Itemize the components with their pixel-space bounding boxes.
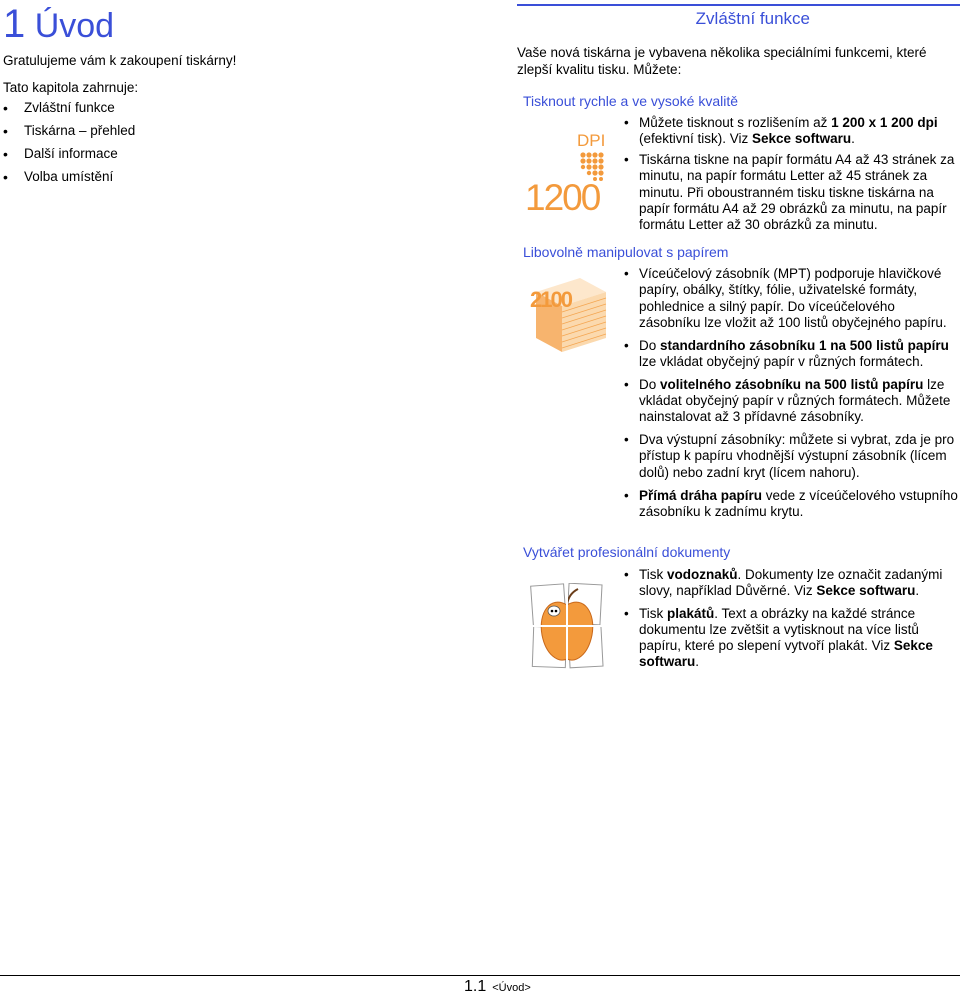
section-intro: Vaše nová tiskárna je vybavena několika speciálními funkcemi, které zlepší kvalitu tisku. Můžete: [517,45,927,77]
poster-apple-illustration [530,583,605,669]
page-footer [464,977,531,998]
subsection-title-paper: Libovolně manipulovat s papírem [523,244,729,260]
subsection-title-quality: Tisknout rychle a ve vysoké kvalitě [523,93,739,109]
bullet-item: • Tiskárna tiskne na papír formátu A4 až 43 stránek za minutu, na papír formátu Letter až 45 stránek za minutu. Při oboustranném tisku tiskne tiskárna na papír formátu A4 až 29 obrázků za minutu, na papír formátu Letter až 30 obrázků za minutu. [624,152,958,233]
bullet-item: • Tisk plakátů. Text a obrázky na každé stránce dokumentu lze zvětšit a vytisknout na více listů papíru, které po slepení vytvoří plakát. Viz Sekce softwaru. [624,606,958,671]
paper-stack-illustration [528,270,610,354]
toc-item[interactable]: • Tiskárna – přehled [3,122,135,145]
section-header [517,4,960,31]
toc-item[interactable]: • Volba umístění [3,168,135,191]
subsection-title-documents: Vytvářet profesionální dokumenty [523,544,731,560]
toc-item[interactable]: • Zvláštní funkce [3,99,135,122]
quality-bullet-list [624,115,958,238]
toc-item[interactable]: • Další informace [3,145,135,168]
footer-chapter-label: <Úvod> [492,982,531,994]
chapter-name: Úvod [34,7,115,45]
intro-text: Gratulujeme vám k zakoupení tiskárny! [3,53,237,68]
toc-intro: Tato kapitola zahrnuje: [3,80,139,95]
chapter-title [3,0,114,50]
dpi-value: 1200 [525,177,600,216]
documents-bullet-list [624,567,958,677]
paper-capacity-value: 2100 [530,287,571,312]
bullet-item: • Do standardního zásobníku 1 na 500 listů papíru lze vkládat obyčejný papír v různých formátech. [624,338,958,371]
footer-divider [0,975,960,976]
bullet-item: • Tisk vodoznaků. Dokumenty lze označit zadanými slovy, například Důvěrné. Viz Sekce softwaru. [624,567,958,600]
bullet-item: • Víceúčelový zásobník (MPT) podporuje hlavičkové papíry, obálky, štítky, fólie, uživatelské formáty, pohlednice a silný papír. Do víceúčelového zásobníku lze vložit až 100 listů obyčejného papíru. [624,266,958,331]
bullet-item: • Můžete tisknout s rozlišením až 1 200 x 1 200 dpi (efektivní tisk). Viz Sekce softwaru. [624,115,958,148]
toc-list [3,99,135,191]
paper-bullet-list [624,266,958,527]
bullet-item: • Dva výstupní zásobníky: můžete si vybrat, zda je pro přístup k papíru vhodnější výstupní zásobník (lícem dolů) nebo zadní kryt (lícem nahoru). [624,432,958,481]
bullet-item: • Přímá dráha papíru vede z víceúčelového vstupního zásobníku k zadnímu krytu. [624,488,958,521]
page-number: 1.1 [464,978,487,995]
chapter-number: 1 [3,2,26,46]
section-title: Zvláštní funkce [695,9,810,28]
bullet-item: • Do volitelného zásobníku na 500 listů papíru lze vkládat obyčejný papír v různých formátech. Můžete nainstalovat až 3 přídavné zásobníky. [624,377,958,426]
dpi-label: DPI [577,131,606,150]
dpi-1200-illustration [523,128,613,216]
